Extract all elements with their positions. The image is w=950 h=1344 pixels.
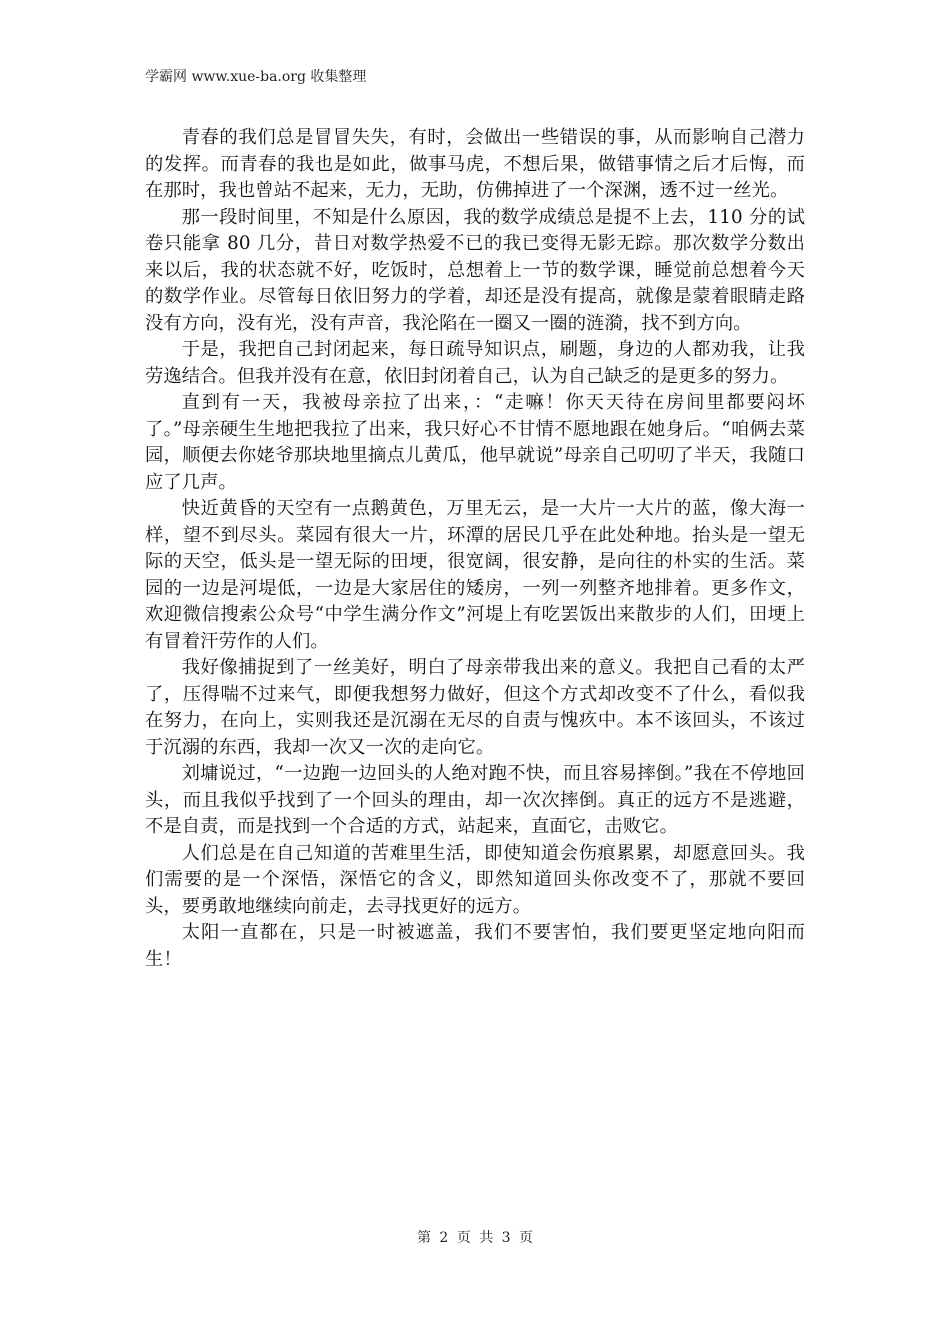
paragraph: 快近黄昏的天空有一点鹅黄色，万里无云，是一大片一大片的蓝，像大海一样，望不到尽头。菜园有很大一片，环潭的居民几乎在此处种地。抬头是一望无际的天空，低头是一望无际的田埂，很宽阔，很安静，是向往的朴实的生活。菜园的一边是河堤低，一边是大家居住的矮房，一列一列整齐地排着。更多作文，欢迎微信搜索公众号“中学生满分作文”河堤上有吃罢饭出来散步的人们，田埂上有冒着汗劳作的人们。: [145, 498, 805, 652]
paragraph: 那一段时间里，不知是什么原因，我的数学成绩总是提不上去，110 分的试卷只能拿 80 几分，昔日对数学热爱不已的我已变得无影无踪。那次数学分数出来以后，我的状态就不好，吃饭时，总想着上一节的数学课，睡觉前总想着今天的数学作业。尽管每日依旧努力的学着，却还是没有提高，就像是蒙着眼睛走路没有方向，没有光，没有声音，我沦陷在一圈又一圈的涟漪，找不到方向。: [145, 206, 805, 334]
page-footer: 第 2 页 共 3 页: [416, 1230, 534, 1246]
paragraph: 青春的我们总是冒冒失失，有时，会做出一些错误的事，从而影响自己潜力的发挥。而青春的我也是如此，做事马虎，不想后果，做错事情之后才后悔，而在那时，我也曾站不起来，无力，无助，仿佛掉进了一个深渊，透不过一丝光。: [145, 127, 805, 201]
paragraph: 我好像捕捉到了一丝美好，明白了母亲带我出来的意义。我把自己看的太严了，压得喘不过来气，即便我想努力做好，但这个方式却改变不了什么，看似我在努力，在向上，实则我还是沉溺在无尽的自责与愧疚中。本不该回头，不该过于沉溺的东西，我却一次又一次的走向它。: [145, 657, 805, 758]
page-header: 学霸网 www.xue-ba.org 收集整理: [145, 69, 367, 85]
paragraph: 于是，我把自己封闭起来，每日疏导知识点，刷题，身边的人都劝我，让我劳逸结合。但我并没有在意，依旧封闭着自己，认为自己缺乏的是更多的努力。: [145, 339, 805, 387]
paragraph: 太阳一直都在，只是一时被遮盖，我们不要害怕，我们要更坚定地向阳而生！: [145, 922, 805, 970]
paragraph: 刘墉说过，“一边跑一边回头的人绝对跑不快，而且容易摔倒。”我在不停地回头，而且我似乎找到了一个回头的理由，却一次次摔倒。真正的远方不是逃避，不是自责，而是找到一个合适的方式，站起来，直面它，击败它。: [145, 763, 805, 837]
paragraph: 人们总是在自己知道的苦难里生活，即使知道会伤痕累累，却愿意回头。我们需要的是一个深悟，深悟它的含义，即然知道回头你改变不了，那就不要回头，要勇敢地继续向前走，去寻找更好的远方。: [145, 842, 805, 917]
paragraph: 直到有一天，我被母亲拉了出来，：“走嘛！你天天待在房间里都要闷坏了。”母亲硬生生地把我拉了出来，我只好心不甘情不愿地跟在她身后。“咱俩去菜园，顺便去你姥爷那块地里摘点儿黄瓜，他早就说”母亲自己叨叨了半天，我随口应了几声。: [145, 392, 805, 493]
article-body: [145, 125, 805, 973]
